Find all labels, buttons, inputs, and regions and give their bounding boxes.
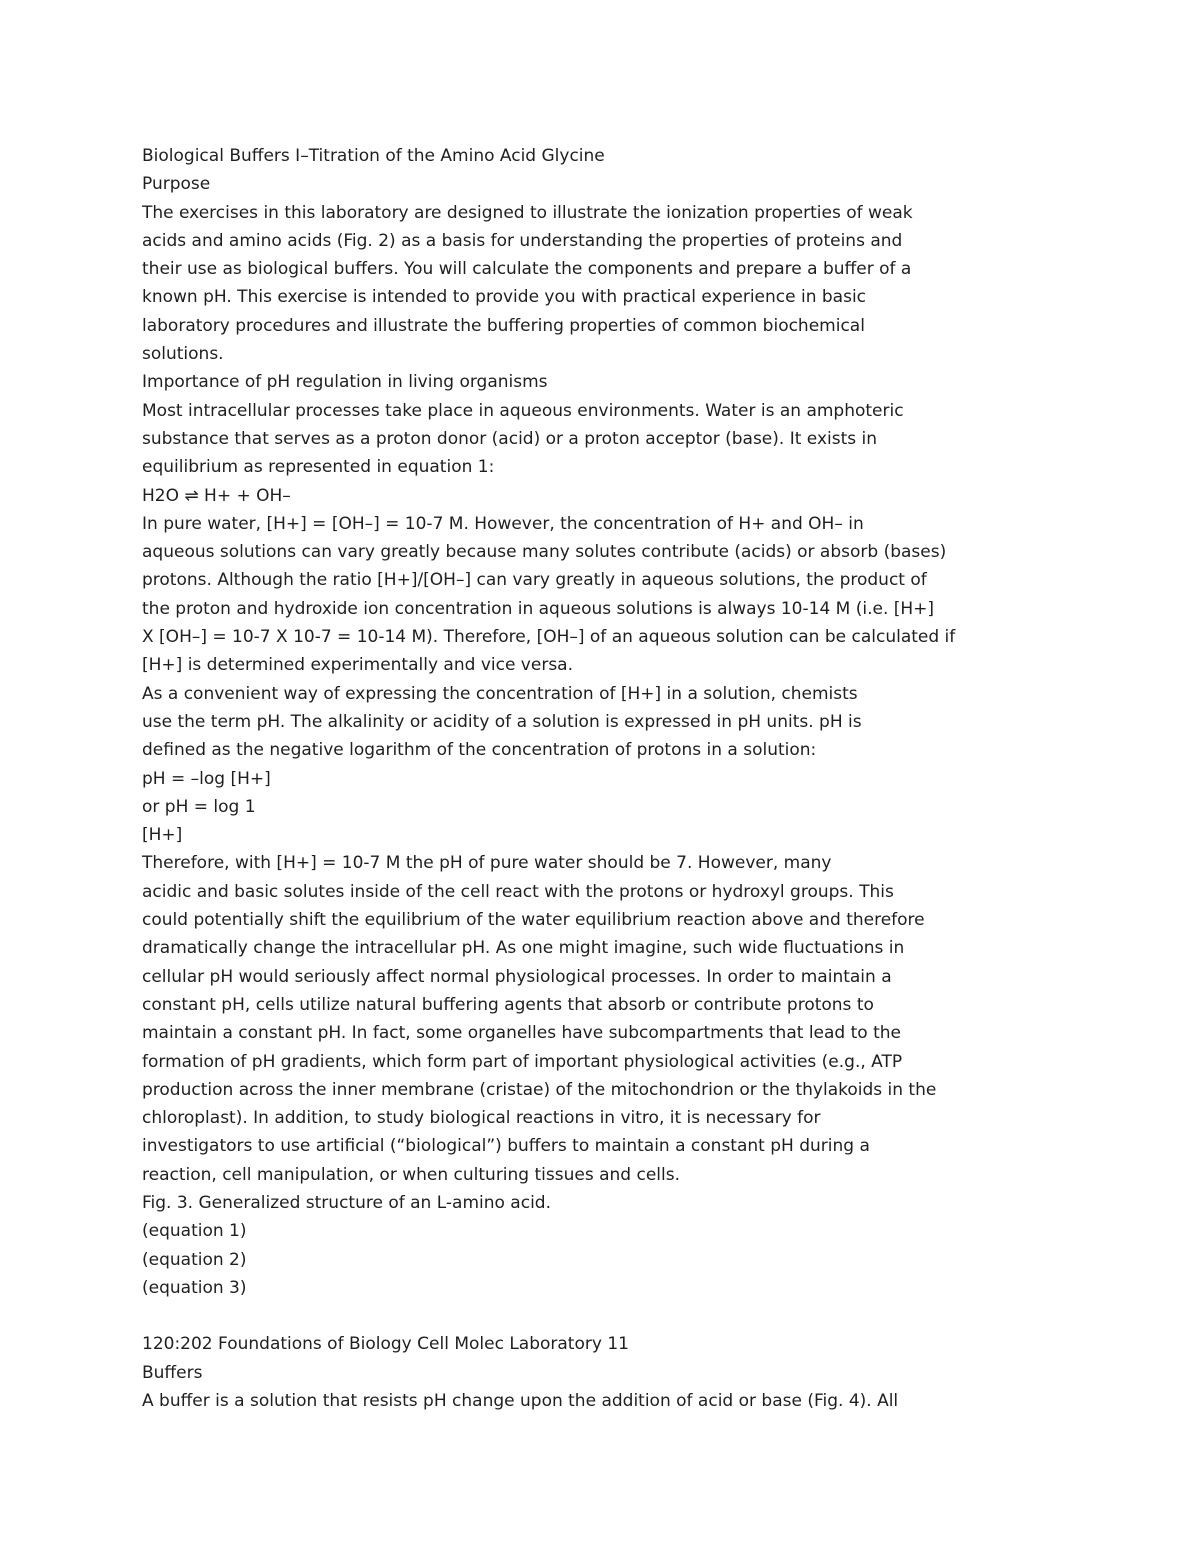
text-line: aqueous solutions can vary greatly because many solutes contribute (acids) or absorb (bases) xyxy=(142,542,947,563)
text-line: equilibrium as represented in equation 1: xyxy=(142,457,495,478)
text-line: substance that serves as a proton donor (acid) or a proton acceptor (base). It exists in xyxy=(142,428,878,449)
text-line: solutions. xyxy=(142,344,224,365)
text-line: [H+] xyxy=(142,825,183,846)
text-line: As a convenient way of expressing the concentration of [H+] in a solution, chemists xyxy=(142,683,858,704)
blank-line xyxy=(142,1302,1172,1330)
text-line: formation of pH gradients, which form part of important physiological activities (e.g., ATP xyxy=(142,1051,903,1072)
text-line: Biological Buffers I–Titration of the Amino Acid Glycine xyxy=(142,146,605,166)
text-line: Buffers xyxy=(142,1362,203,1383)
text-line: the proton and hydroxide ion concentration in aqueous solutions is always 10-14 M (i.e. [H+] xyxy=(142,598,935,619)
text-line: (equation 1) xyxy=(142,1221,247,1242)
text-line: chloroplast). In addition, to study biological reactions in vitro, it is necessary for xyxy=(142,1108,821,1129)
text-line: X [OH–] = 10-7 X 10-7 = 10-14 M). Therefore, [OH–] of an aqueous solution can be calculated if xyxy=(142,627,956,648)
text-line: protons. Although the ratio [H+]/[OH–] can vary greatly in aqueous solutions, the product of xyxy=(142,570,927,591)
text-line: laboratory procedures and illustrate the buffering properties of common biochemical xyxy=(142,315,865,336)
text-line: production across the inner membrane (cristae) of the mitochondrion or the thylakoids in the xyxy=(142,1079,937,1100)
text-line: Fig. 3. Generalized structure of an L-amino acid. xyxy=(142,1192,551,1213)
text-line: could potentially shift the equilibrium of the water equilibrium reaction above and therefore xyxy=(142,910,925,931)
text-line: maintain a constant pH. In fact, some organelles have subcompartments that lead to the xyxy=(142,1023,901,1044)
text-line: Therefore, with [H+] = 10-7 M the pH of pure water should be 7. However, many xyxy=(142,853,832,874)
text-line: (equation 2) xyxy=(142,1249,247,1270)
text-line: Most intracellular processes take place in aqueous environments. Water is an amphoteric xyxy=(142,400,904,421)
text-line: A buffer is a solution that resists pH change upon the addition of acid or base (Fig. 4). All xyxy=(142,1391,899,1412)
text-line: H2O ⇌ H+ + OH– xyxy=(142,485,291,506)
text-line: acidic and basic solutes inside of the cell react with the protons or hydroxyl groups. This xyxy=(142,881,894,902)
text-line: cellular pH would seriously affect normal physiological processes. In order to maintain a xyxy=(142,966,892,987)
text-line: Purpose xyxy=(142,174,211,195)
text-line: The exercises in this laboratory are designed to illustrate the ionization properties of weak xyxy=(142,202,913,223)
text-line: or pH = log 1 xyxy=(142,796,256,817)
text-line: known pH. This exercise is intended to provide you with practical experience in basic xyxy=(142,287,867,308)
text-line: reaction, cell manipulation, or when culturing tissues and cells. xyxy=(142,1164,680,1185)
text-line: constant pH, cells utilize natural buffering agents that absorb or contribute protons to xyxy=(142,994,874,1015)
text-line: 120:202 Foundations of Biology Cell Molec Laboratory 11 xyxy=(142,1334,629,1355)
text-line: Importance of pH regulation in living organisms xyxy=(142,372,548,393)
text-line: (equation 3) xyxy=(142,1277,247,1298)
text-line: use the term pH. The alkalinity or acidity of a solution is expressed in pH units. pH is xyxy=(142,711,862,732)
text-line: defined as the negative logarithm of the concentration of protons in a solution: xyxy=(142,740,817,761)
text-line: acids and amino acids (Fig. 2) as a basis for understanding the properties of proteins and xyxy=(142,230,903,251)
text-line: their use as biological buffers. You will calculate the components and prepare a buffer of a xyxy=(142,259,912,280)
text-line: In pure water, [H+] = [OH–] = 10-7 M. However, the concentration of H+ and OH– in xyxy=(142,513,864,534)
text-line: pH = –log [H+] xyxy=(142,768,271,789)
text-line: investigators to use artificial (“biological”) buffers to maintain a constant pH during a xyxy=(142,1136,870,1157)
text-line: dramatically change the intracellular pH. As one might imagine, such wide fluctuations in xyxy=(142,938,905,959)
document-page xyxy=(142,142,1172,1415)
text-line: [H+] is determined experimentally and vice versa. xyxy=(142,655,573,676)
